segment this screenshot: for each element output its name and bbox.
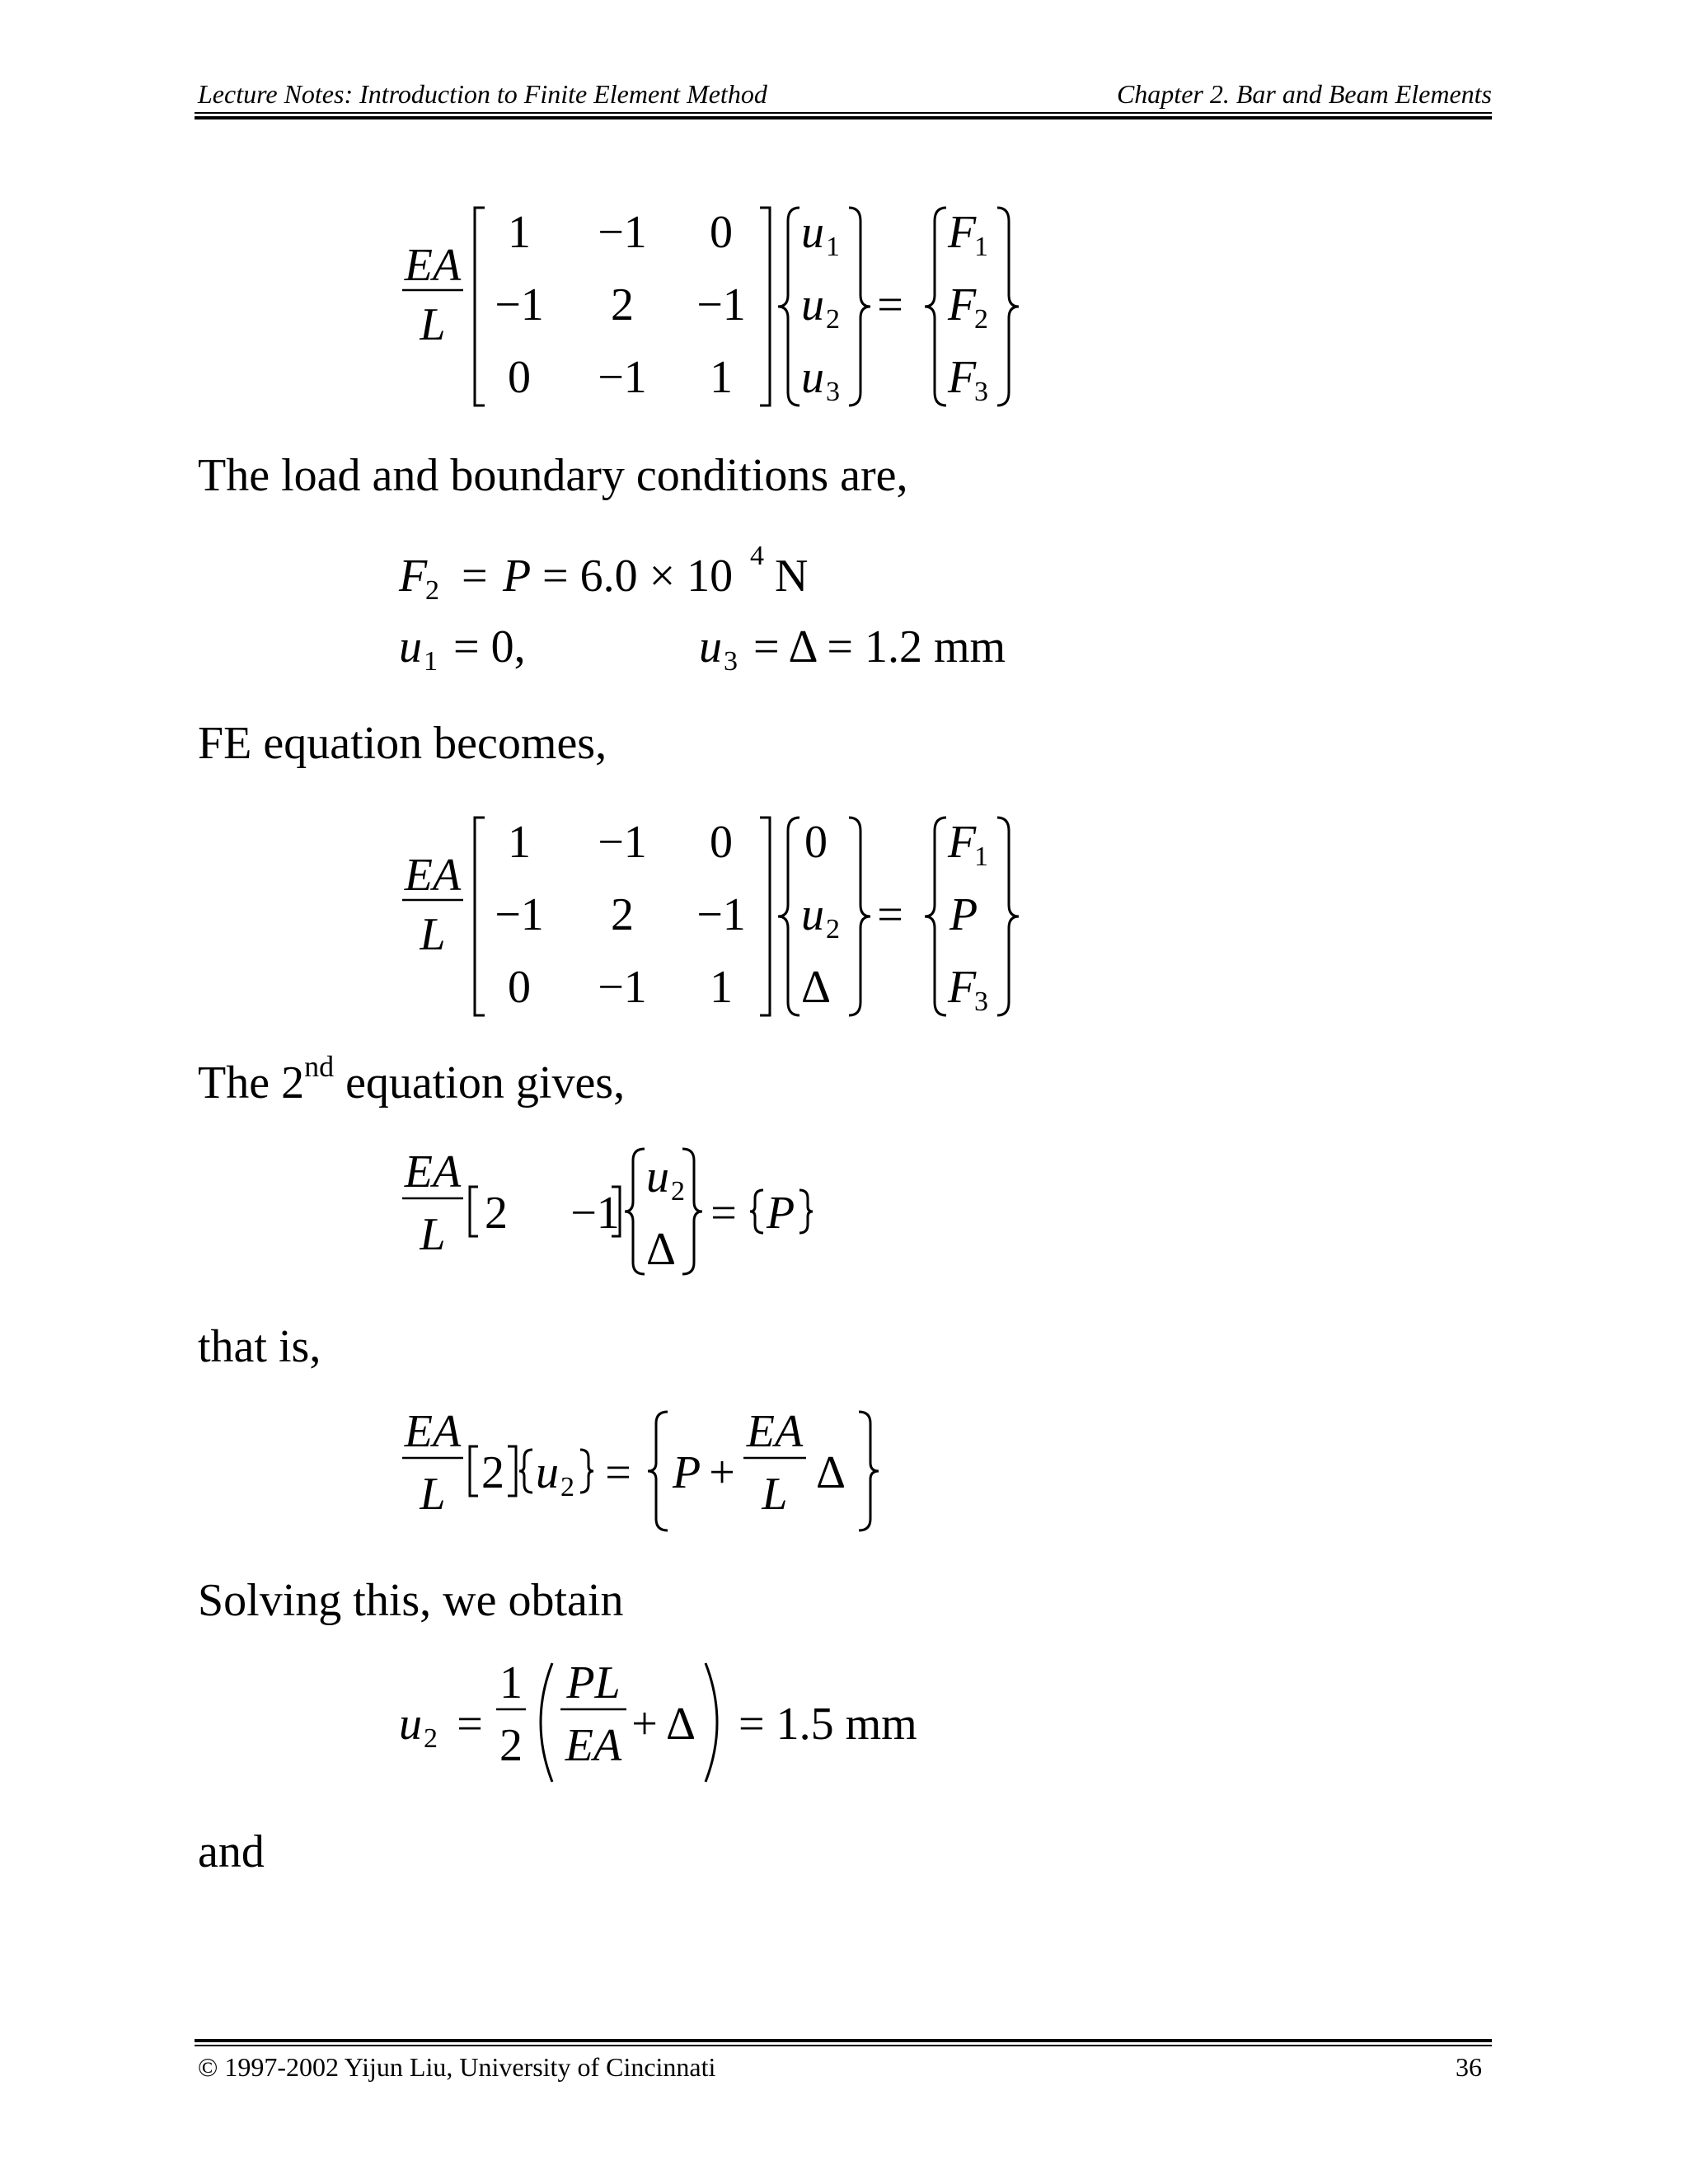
header-rule-thick xyxy=(195,116,1492,120)
paragraph-that-is: that is, xyxy=(198,1321,321,1372)
paragraph-load-boundary: The load and boundary conditions are, xyxy=(198,450,908,501)
svg-text:= 0,: = 0, xyxy=(453,621,526,673)
header-left: Lecture Notes: Introduction to Finite Element Method xyxy=(198,79,767,109)
svg-text:EA: EA xyxy=(565,1720,622,1771)
vector-left-brace xyxy=(625,1149,645,1274)
svg-text:−1: −1 xyxy=(570,1188,620,1239)
svg-text:2: 2 xyxy=(974,304,988,335)
rhs-right-brace xyxy=(859,1412,879,1530)
svg-text:+: + xyxy=(709,1447,735,1498)
equation-reduced xyxy=(387,1405,948,1545)
svg-text:= Δ = 1.2 mm: = Δ = 1.2 mm xyxy=(753,621,1006,673)
coef-numerator: EA xyxy=(404,240,462,291)
svg-text:=: = xyxy=(462,551,488,602)
paragraph-solving: Solving this, we obtain xyxy=(198,1575,624,1626)
svg-text:1: 1 xyxy=(508,817,531,868)
paragraph-and: and xyxy=(198,1826,265,1877)
svg-text:u: u xyxy=(801,889,824,940)
rhs-left-brace xyxy=(925,818,946,1015)
svg-text:0: 0 xyxy=(508,962,531,1013)
svg-text:1: 1 xyxy=(974,232,988,262)
svg-text:F: F xyxy=(948,279,977,330)
svg-text:1: 1 xyxy=(710,962,733,1013)
footer-rule-thick xyxy=(195,2039,1492,2042)
svg-text:=: = xyxy=(605,1447,631,1498)
svg-text:L: L xyxy=(420,909,446,960)
equation-second-row xyxy=(387,1146,898,1294)
svg-text:2: 2 xyxy=(611,889,634,940)
svg-text:u: u xyxy=(801,207,824,258)
svg-text:2: 2 xyxy=(424,1723,438,1754)
svg-text:0: 0 xyxy=(508,352,531,403)
svg-text:=: = xyxy=(877,279,903,330)
svg-text:=: = xyxy=(457,1699,483,1750)
svg-text:P: P xyxy=(673,1447,701,1498)
svg-text:Δ: Δ xyxy=(815,1447,846,1498)
rhs-left-brace xyxy=(648,1412,668,1530)
svg-text:0: 0 xyxy=(710,817,733,868)
svg-text:2: 2 xyxy=(826,304,840,335)
svg-text:= 6.0 × 10: = 6.0 × 10 xyxy=(542,551,734,602)
svg-text:1: 1 xyxy=(508,207,531,258)
svg-text:2: 2 xyxy=(611,279,634,330)
bracket-right xyxy=(508,1446,516,1496)
svg-text:P: P xyxy=(767,1188,795,1239)
right-paren xyxy=(706,1663,717,1782)
svg-text:3: 3 xyxy=(974,987,988,1017)
svg-text:−1: −1 xyxy=(495,889,544,940)
coef-denominator: L xyxy=(420,299,446,350)
svg-text:−1: −1 xyxy=(598,962,647,1013)
svg-text:2: 2 xyxy=(499,1720,523,1771)
equation-fe-with-bc xyxy=(387,808,1030,1030)
svg-text:1: 1 xyxy=(710,352,733,403)
svg-text:2: 2 xyxy=(481,1447,504,1498)
vector-left-brace xyxy=(778,208,799,405)
svg-text:=: = xyxy=(710,1188,737,1239)
svg-text:EA: EA xyxy=(404,1146,462,1197)
bracket-left xyxy=(470,1446,478,1496)
vector-left-brace xyxy=(778,818,799,1015)
svg-text:−1: −1 xyxy=(598,207,647,258)
svg-text:u: u xyxy=(536,1447,559,1498)
svg-text:PL: PL xyxy=(566,1657,621,1708)
svg-text:−1: −1 xyxy=(696,889,746,940)
svg-text:3: 3 xyxy=(974,377,988,407)
svg-text:2: 2 xyxy=(671,1176,685,1207)
svg-text:1: 1 xyxy=(826,232,840,262)
u-right-brace xyxy=(580,1450,593,1493)
svg-text:L: L xyxy=(420,1469,446,1520)
paragraph-second-equation: The 2nd equation gives, xyxy=(198,1050,626,1108)
svg-text:u: u xyxy=(646,1151,669,1202)
svg-text:F: F xyxy=(948,207,977,258)
equation-u2-solution xyxy=(387,1657,948,1797)
svg-text:F: F xyxy=(948,962,977,1013)
svg-text:u: u xyxy=(801,352,824,403)
matrix-right-bracket xyxy=(760,208,770,405)
svg-text:u: u xyxy=(399,621,422,673)
u-left-brace xyxy=(519,1450,532,1493)
svg-text:−1: −1 xyxy=(598,817,647,868)
svg-text:Δ: Δ xyxy=(645,1224,677,1275)
svg-text:F: F xyxy=(948,352,977,403)
force-right-brace xyxy=(997,208,1019,405)
svg-text:−1: −1 xyxy=(495,279,544,330)
footer-rule-thin xyxy=(195,2045,1492,2046)
footer-copyright: © 1997-2002 Yijun Liu, University of Cincinnati xyxy=(198,2052,716,2082)
row-left-bracket xyxy=(470,1187,478,1236)
svg-text:2: 2 xyxy=(826,914,840,944)
left-paren xyxy=(541,1663,552,1782)
svg-text:L: L xyxy=(420,1209,446,1260)
svg-text:u: u xyxy=(399,1699,422,1750)
svg-text:N: N xyxy=(775,551,809,602)
svg-text:2: 2 xyxy=(425,575,439,606)
svg-text:−1: −1 xyxy=(598,352,647,403)
equation-boundary-conditions xyxy=(387,540,1030,680)
page-number: 36 xyxy=(1456,2052,1482,2082)
equation-stiffness-system xyxy=(387,198,1030,420)
matrix-left-bracket xyxy=(475,208,485,405)
svg-text:= 1.5 mm: = 1.5 mm xyxy=(738,1699,917,1750)
svg-text:=: = xyxy=(877,889,903,940)
svg-text:u: u xyxy=(699,621,722,673)
svg-text:F: F xyxy=(399,551,428,602)
svg-text:+: + xyxy=(631,1699,658,1750)
svg-text:4: 4 xyxy=(750,541,764,571)
rhs-right-brace xyxy=(997,818,1019,1015)
svg-text:u: u xyxy=(801,279,824,330)
svg-text:1: 1 xyxy=(424,646,438,677)
svg-text:P: P xyxy=(950,889,978,940)
header-right: Chapter 2. Bar and Beam Elements xyxy=(1116,79,1492,109)
svg-text:0: 0 xyxy=(804,817,828,868)
svg-text:P: P xyxy=(503,551,532,602)
header-rule-thin xyxy=(195,112,1492,114)
svg-text:EA: EA xyxy=(404,850,462,901)
matrix-right-bracket xyxy=(760,818,770,1015)
svg-text:L: L xyxy=(762,1469,788,1520)
vector-right-brace xyxy=(849,208,870,405)
paragraph-fe-equation: FE equation becomes, xyxy=(198,718,607,769)
svg-text:EA: EA xyxy=(404,1406,462,1457)
svg-text:1: 1 xyxy=(499,1657,523,1708)
matrix-left-bracket xyxy=(475,818,485,1015)
svg-text:2: 2 xyxy=(485,1188,508,1239)
svg-text:3: 3 xyxy=(826,377,840,407)
svg-text:3: 3 xyxy=(724,646,738,677)
vector-right-brace xyxy=(849,818,870,1015)
svg-text:−1: −1 xyxy=(696,279,746,330)
svg-text:F: F xyxy=(948,817,977,868)
svg-text:2: 2 xyxy=(560,1472,574,1502)
rhs-left-brace xyxy=(750,1190,763,1233)
rhs-right-brace xyxy=(799,1190,813,1233)
svg-text:EA: EA xyxy=(746,1406,804,1457)
svg-text:Δ: Δ xyxy=(800,962,832,1013)
svg-text:0: 0 xyxy=(710,207,733,258)
force-left-brace xyxy=(925,208,946,405)
svg-text:Δ: Δ xyxy=(665,1699,696,1750)
svg-text:1: 1 xyxy=(974,841,988,872)
vector-right-brace xyxy=(682,1149,702,1274)
